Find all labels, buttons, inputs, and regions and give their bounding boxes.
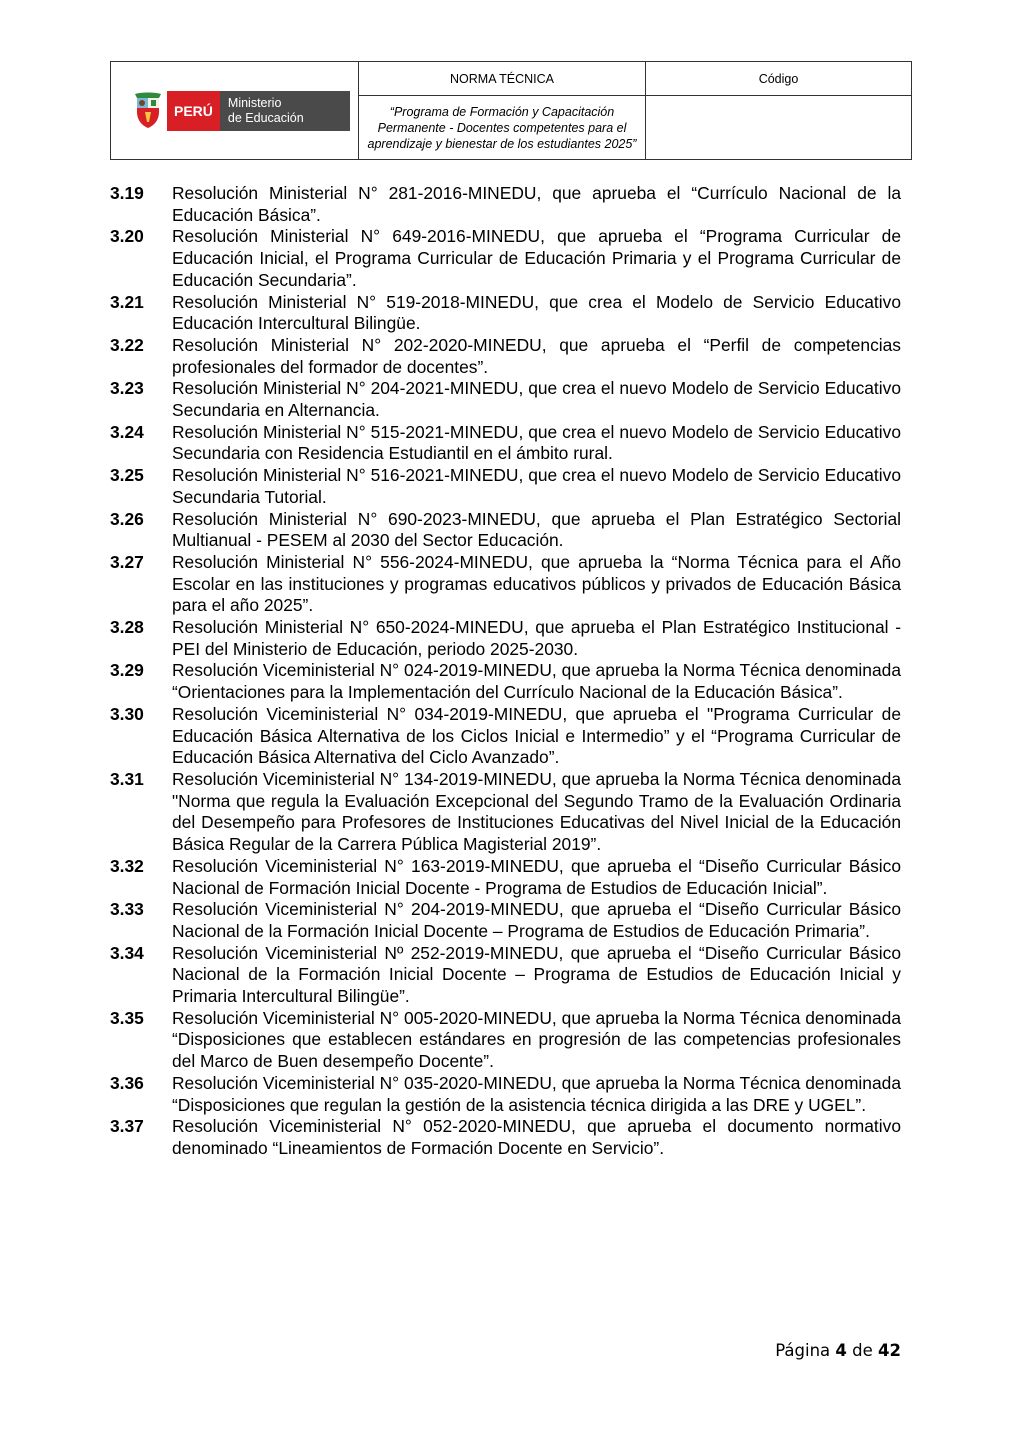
list-item [110, 704, 901, 769]
list-item [110, 378, 901, 421]
item-number: 3.26 [110, 508, 144, 529]
item-text: Resolución Ministerial N° 202-2020-MINEDU, que aprueba el “Perfil de competencias profesionales del formador de docentes”. [172, 334, 901, 377]
page-word: Página [775, 1341, 831, 1360]
item-number: 3.24 [110, 421, 144, 442]
item-text: Resolución Viceministerial N° 052-2020-MINEDU, que aprueba el documento normativo denominado “Lineamientos de Formación Docente en Servicio”. [172, 1116, 901, 1158]
item-text: Resolución Viceministerial Nº 252-2019-MINEDU, que aprueba el “Diseño Curricular Básico Nacional de la Formación Inicial Docente – Programa de Estudios de Educación Inicial y Primaria Intercultural Bilingüe”. [172, 942, 901, 1007]
item-text: Resolución Ministerial N° 204-2021-MINEDU, que crea el nuevo Modelo de Servicio Educativo Secundaria en Alternancia. [172, 378, 901, 421]
code-label-cell: Código [646, 62, 912, 96]
item-text: Resolución Viceministerial N° 035-2020-MINEDU, que aprueba la Norma Técnica denominada “Disposiciones que regulan la gestión de la asistencia técnica dirigida a las DRE y UGEL”. [172, 1072, 901, 1115]
item-text: Resolución Viceministerial N° 204-2019-MINEDU, que aprueba el “Diseño Curricular Básico Nacional de la Formación Inicial Docente – Programa de Estudios de Educación Primaria”. [172, 899, 901, 941]
item-text: Resolución Viceministerial N° 005-2020-MINEDU, que aprueba la Norma Técnica denominada “Disposiciones que establecen estándares en progresión de las competencias profesionales del Marco de Buen desempeño Docente”. [172, 1007, 901, 1072]
item-number: 3.36 [110, 1072, 144, 1093]
item-number: 3.32 [110, 855, 144, 876]
list-item [110, 769, 901, 856]
item-number: 3.34 [110, 942, 144, 963]
item-text: Resolución Ministerial N° 515-2021-MINEDU, que crea el nuevo Modelo de Servicio Educativo Secundaria con Residencia Estudiantil en el ámbito rural. [172, 421, 901, 464]
peru-coat-of-arms-icon [133, 92, 163, 130]
list-item [110, 660, 901, 703]
list-item [110, 183, 901, 226]
list-item [110, 943, 901, 1008]
logo-ministry-line1: Ministerio [227, 95, 282, 110]
item-number: 3.30 [110, 703, 144, 724]
document-header [110, 61, 912, 160]
list-item [110, 226, 901, 291]
item-text: Resolución Ministerial N° 281-2016-MINEDU, que aprueba el “Currículo Nacional de la Educación Básica”. [172, 183, 901, 225]
document-subtitle: “Programa de Formación y Capacitación Permanente - Docentes competentes para el aprendizaje y bienestar de los estudiantes 2025” [367, 104, 637, 151]
list-item [110, 1116, 901, 1159]
minedu-logo [133, 91, 358, 131]
item-text: Resolución Ministerial N° 519-2018-MINEDU, que crea el Modelo de Servicio Educativo Educación Intercultural Bilingüe. [172, 291, 901, 334]
code-value-cell [646, 96, 912, 160]
item-number: 3.20 [110, 226, 144, 247]
item-text: Resolución Ministerial N° 649-2016-MINEDU, que aprueba el “Programa Curricular de Educación Inicial, el Programa Curricular de Educación Primaria y el Programa Curricular de Educación Secundaria”. [172, 226, 901, 290]
item-number: 3.29 [110, 660, 144, 681]
item-number: 3.23 [110, 378, 144, 399]
page-total: 42 [878, 1341, 901, 1360]
list-item [110, 1073, 901, 1116]
list-item [110, 856, 901, 899]
item-number: 3.35 [110, 1007, 144, 1028]
logo-cell [111, 62, 359, 160]
item-text: Resolución Viceministerial N° 134-2019-MINEDU, que aprueba la Norma Técnica denominada "Norma que regula la Evaluación Excepcional del Segundo Tramo de la Evaluación Ordinaria del Desempeño para Profesores de Instituciones Educativas del Nivel Inicial de la Educación Básica Regular de la Carrera Pública Magisterial 2019”. [172, 768, 901, 855]
item-text: Resolución Ministerial N° 690-2023-MINEDU, que aprueba el Plan Estratégico Sectorial Multianual - PESEM al 2030 del Sector Educación. [172, 508, 901, 551]
page-footer [775, 1341, 901, 1360]
item-number: 3.31 [110, 768, 144, 789]
page-current: 4 [835, 1341, 847, 1360]
item-text: Resolución Ministerial N° 650-2024-MINEDU, que aprueba el Plan Estratégico Institucional - PEI del Ministerio de Educación, periodo 2025-2030. [172, 617, 901, 659]
list-item [110, 509, 901, 552]
list-item [110, 335, 901, 378]
list-item [110, 617, 901, 660]
item-text: Resolución Viceministerial N° 024-2019-MINEDU, que aprueba la Norma Técnica denominada “Orientaciones para la Implementación del Currículo Nacional de la Educación Básica”. [172, 660, 901, 703]
item-number: 3.28 [110, 617, 144, 638]
logo-ministry-line2: de Educación [227, 110, 304, 125]
item-text: Resolución Ministerial N° 556-2024-MINEDU, que aprueba la “Norma Técnica para el Año Escolar en las instituciones y programas educativos públicos y privados de Educación Básica para el año 2025”. [172, 551, 901, 616]
list-item [110, 899, 901, 942]
logo-ministry-text [220, 91, 350, 131]
item-text: Resolución Ministerial N° 516-2021-MINEDU, que crea el nuevo Modelo de Servicio Educativo Secundaria Tutorial. [172, 465, 901, 507]
item-text: Resolución Viceministerial N° 034-2019-MINEDU, que aprueba el "Programa Curricular de Educación Básica Alternativa de los Ciclos Inicial e Intermedio” y el “Programa Curricular de Educación Básica Alternativa del Ciclo Avanzado”. [172, 703, 901, 768]
item-number: 3.25 [110, 465, 144, 486]
of-word: de [852, 1341, 873, 1360]
item-number: 3.27 [110, 551, 144, 572]
item-number: 3.33 [110, 899, 144, 920]
list-item [110, 422, 901, 465]
item-number: 3.37 [110, 1116, 144, 1137]
list-item [110, 552, 901, 617]
item-number: 3.19 [110, 183, 144, 203]
item-number: 3.21 [110, 291, 144, 312]
reference-list [110, 183, 901, 1160]
subtitle-cell [359, 96, 646, 160]
list-item [110, 1008, 901, 1073]
list-item [110, 465, 901, 508]
item-text: Resolución Viceministerial N° 163-2019-MINEDU, que aprueba el “Diseño Curricular Básico Nacional de Formación Inicial Docente - Programa de Estudios de Educación Inicial”. [172, 855, 901, 898]
logo-peru-text: PERÚ [167, 91, 220, 131]
item-number: 3.22 [110, 334, 144, 355]
doc-type-cell: NORMA TÉCNICA [359, 62, 646, 96]
list-item [110, 292, 901, 335]
